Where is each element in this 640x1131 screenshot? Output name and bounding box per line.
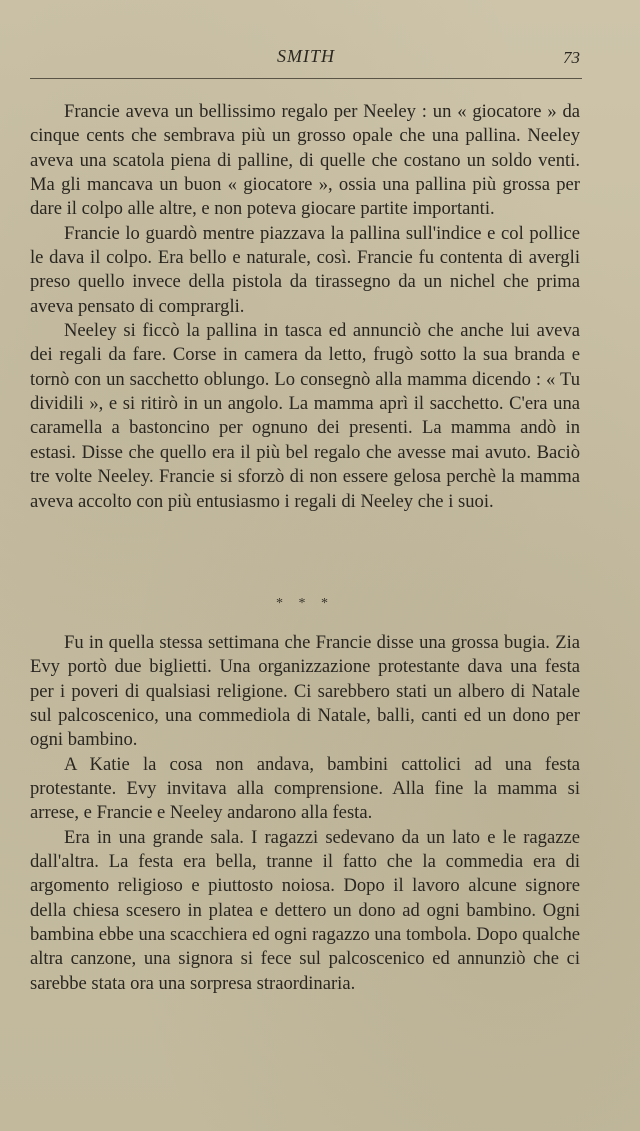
text-block-before-break [30, 100, 580, 514]
section-break: * * * [276, 596, 334, 611]
paragraph: Francie lo guardò mentre piazzava la pallina sull'indice e col pollice le dava il colpo. Era bello e naturale, così. Francie fu contenta di avergli preso quello invece della pistola da tirassegno da un nichel che prima aveva pensato di comprargli. [30, 222, 580, 317]
text-block-after-break [30, 631, 580, 996]
paragraph: Fu in quella stessa settimana che Francie disse una grossa bugia. Zia Evy portò due biglietti. Una organizzazione protestante dava una festa per i poveri di qualsiasi religione. Ci sarebbero stati un albero di Natale sul palcoscenico, una commediola di Natale, balli, canti ed un dono per ogni bambino. [30, 632, 580, 751]
running-header [30, 44, 582, 79]
paragraph: Francie aveva un bellissimo regalo per Neeley : un « giocatore » da cinque cents che sembrava più un grosso opale che una pallina. Neeley aveva una scatola piena di palline, di quelle che costano un soldo venti. Ma gli mancava un buon « giocatore », ossia una pallina più grossa per dare il colpo alle altre, e non poteva giocare partite importanti. [30, 101, 580, 220]
running-title: SMITH [277, 46, 335, 66]
paragraph: A Katie la cosa non andava, bambini cattolici ad una festa protestante. Evy invitava alla comprensione. Alla fine la mamma si arrese, e Francie e Neeley andarono alla festa. [30, 753, 580, 824]
paragraph: Neeley si ficcò la pallina in tasca ed annunciò che anche lui aveva dei regali da fare. Corse in camera da letto, frugò sotto la sua branda e tornò con un sacchetto oblungo. Lo consegnò alla mamma dicendo : « Tu dividili », e si ritirò in un angolo. La mamma aprì il sacchetto. C'era una caramella a bastoncino per ognuno dei presenti. La mamma andò in estasi. Disse che quello era il più bel regalo che avesse mai avuto. Baciò tre volte Neeley. Francie si sforzò di non essere gelosa perchè la mamma aveva accolto con più entusiasmo i regali di Neeley che i suoi. [30, 320, 580, 512]
page-number: 73 [563, 48, 580, 67]
paragraph: Era in una grande sala. I ragazzi sedevano da un lato e le ragazze dall'altra. La festa era bella, tranne il fatto che la commedia era di argomento religioso e piuttosto noiosa. Dopo il lavoro alcune signore della chiesa scesero in platea e dettero un dono ad ogni bambino. Ogni bambina ebbe una scacchiera ed ogni ragazzo una tombola. Dopo qualche altra canzone, una signora si fece sul palcoscenico ed annunziò che ci sarebbe stata ora una sorpresa straordinaria. [30, 826, 580, 994]
